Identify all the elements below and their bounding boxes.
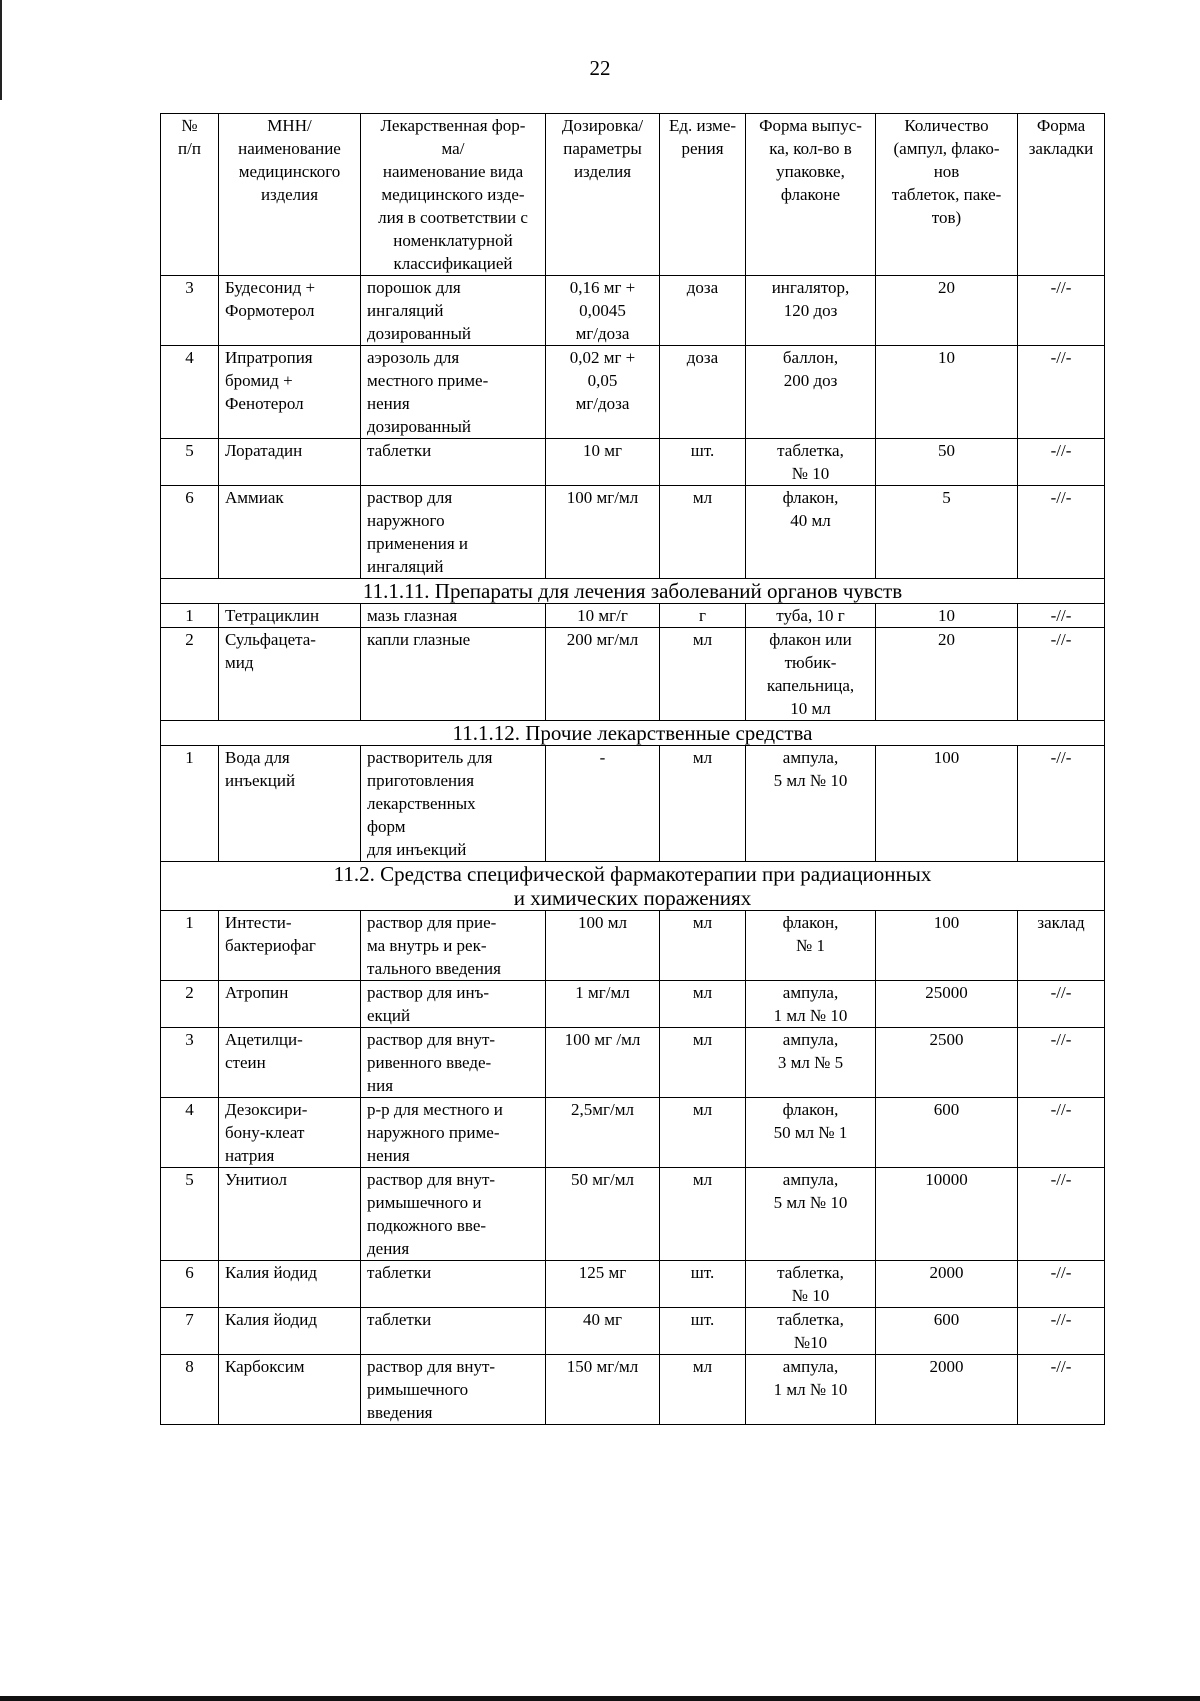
- package-form-line: 40 мл: [790, 511, 831, 530]
- row-number: 4: [161, 1098, 219, 1168]
- table-row: [161, 628, 1105, 721]
- drug-name: [219, 1098, 361, 1168]
- header-unit: [660, 114, 746, 276]
- unit: доза: [660, 346, 746, 439]
- quantity: 10: [876, 604, 1018, 628]
- dosage-form-line: ингаляций: [367, 301, 444, 320]
- header-quantity-line: Количество: [904, 116, 989, 135]
- row-number: 4: [161, 346, 219, 439]
- dosage: [546, 276, 660, 346]
- table-body: [161, 276, 1105, 1425]
- tab-form: -//-: [1018, 1355, 1105, 1425]
- dosage-form-line: раствор для прие-: [367, 913, 497, 932]
- header-tab-form-line: Форма: [1036, 116, 1086, 135]
- dosage-form: [361, 1355, 546, 1425]
- quantity: 20: [876, 276, 1018, 346]
- dosage-line: -: [599, 748, 606, 767]
- dosage-form: [361, 1028, 546, 1098]
- row-number: 2: [161, 628, 219, 721]
- header-pack-line: флаконе: [780, 185, 841, 204]
- package-form-line: ампула,: [782, 983, 839, 1002]
- unit: мл: [660, 628, 746, 721]
- scan-edge-bottom: [0, 1696, 1200, 1701]
- unit: доза: [660, 276, 746, 346]
- header-form-line: медицинского изде-: [381, 185, 525, 204]
- dosage-form-line: введения: [367, 1403, 433, 1422]
- dosage-form-line: дозированный: [367, 324, 472, 343]
- dosage-form: [361, 746, 546, 862]
- table-header-row: [161, 114, 1105, 276]
- table-row: [161, 1098, 1105, 1168]
- header-quantity-line: (ампул, флако-: [893, 139, 1000, 158]
- row-number: 1: [161, 746, 219, 862]
- drug-name-line: бактериофаг: [225, 936, 316, 955]
- package-form-line: 5 мл № 10: [773, 771, 848, 790]
- section-title: 11.1.12. Прочие лекарственные средства: [161, 721, 1105, 746]
- dosage-form-line: екций: [367, 1006, 411, 1025]
- drug-name-line: Лоратадин: [225, 441, 303, 460]
- package-form: [746, 439, 876, 486]
- drug-name-line: Калия йодид: [225, 1263, 317, 1282]
- quantity: 100: [876, 746, 1018, 862]
- dosage-form: [361, 346, 546, 439]
- row-number: 3: [161, 1028, 219, 1098]
- unit: мл: [660, 1098, 746, 1168]
- package-form-line: 50 мл № 1: [773, 1123, 848, 1142]
- row-number: 7: [161, 1308, 219, 1355]
- dosage: [546, 346, 660, 439]
- header-form-line: лия в соответствии с: [378, 208, 528, 227]
- unit: мл: [660, 746, 746, 862]
- drug-name-line: Будесонид +: [225, 278, 316, 297]
- header-quantity-line: тов): [931, 208, 962, 227]
- quantity: 2500: [876, 1028, 1018, 1098]
- row-number: 3: [161, 276, 219, 346]
- table-row: [161, 486, 1105, 579]
- package-form-line: капельница,: [766, 676, 855, 695]
- dosage-line: 50 мг/мл: [571, 1170, 634, 1189]
- dosage-line: 150 мг/мл: [566, 1357, 639, 1376]
- dosage-form: [361, 1261, 546, 1308]
- drug-name: [219, 911, 361, 981]
- header-dose-line: изделия: [573, 162, 632, 181]
- drug-name: [219, 486, 361, 579]
- dosage-line: 100 мг /мл: [564, 1030, 641, 1049]
- package-form: [746, 1168, 876, 1261]
- header-pack-line: Форма выпус-: [759, 116, 862, 135]
- dosage-form: [361, 1098, 546, 1168]
- tab-form: заклад: [1018, 911, 1105, 981]
- dosage-line: мг/доза: [575, 324, 630, 343]
- dosage: [546, 1028, 660, 1098]
- row-number: 6: [161, 1261, 219, 1308]
- quantity: 5: [876, 486, 1018, 579]
- unit: мл: [660, 486, 746, 579]
- table-row: [161, 1168, 1105, 1261]
- section-row: [161, 862, 1105, 911]
- dosage-form-line: порошок для: [367, 278, 461, 297]
- dosage-form-line: нения: [367, 1146, 410, 1165]
- drug-name-line: бону-клеат: [225, 1123, 305, 1142]
- dosage-form-line: капли глазные: [367, 630, 471, 649]
- dosage-form: [361, 276, 546, 346]
- package-form-line: тюбик-: [784, 653, 837, 672]
- dosage-line: 10 мг/г: [577, 606, 628, 625]
- drug-name-line: Калия йодид: [225, 1310, 317, 1329]
- header-dose-line: параметры: [563, 139, 642, 158]
- dosage-line: 0,0045: [579, 301, 626, 320]
- drug-name-line: натрия: [225, 1146, 275, 1165]
- unit: мл: [660, 1028, 746, 1098]
- quantity: 2000: [876, 1355, 1018, 1425]
- drug-name-line: стеин: [225, 1053, 266, 1072]
- dosage-form-line: ния: [367, 1076, 394, 1095]
- dosage-line: 125 мг: [578, 1263, 627, 1282]
- drug-name: [219, 1028, 361, 1098]
- header-form-line: наименование вида: [382, 162, 524, 181]
- package-form: [746, 911, 876, 981]
- dosage: [546, 911, 660, 981]
- package-form-line: флакон,: [782, 913, 839, 932]
- package-form-line: 1 мл № 10: [773, 1380, 848, 1399]
- drug-name: [219, 1261, 361, 1308]
- dosage-form: [361, 1168, 546, 1261]
- drug-name-line: мид: [225, 653, 254, 672]
- page-number: 22: [589, 56, 611, 80]
- dosage-form-line: мазь глазная: [367, 606, 458, 625]
- drug-name-line: Вода для: [225, 748, 290, 767]
- quantity: 100: [876, 911, 1018, 981]
- package-form-line: туба, 10 г: [776, 606, 845, 625]
- dosage: [546, 746, 660, 862]
- header-dose: [546, 114, 660, 276]
- table-row: [161, 1028, 1105, 1098]
- dosage-form-line: раствор для инъ-: [367, 983, 490, 1002]
- dosage-form-line: дения: [367, 1239, 410, 1258]
- dosage-form: [361, 628, 546, 721]
- dosage-form-line: растворитель для: [367, 748, 493, 767]
- dosage-line: 0,05: [587, 371, 618, 390]
- dosage-line: 100 мл: [578, 913, 627, 932]
- package-form-line: ампула,: [782, 1170, 839, 1189]
- dosage-form-line: применения и: [367, 534, 469, 553]
- dosage-form-line: наружного: [367, 511, 445, 530]
- drug-name-line: Карбоксим: [225, 1357, 305, 1376]
- dosage-form: [361, 1308, 546, 1355]
- drug-name: [219, 1168, 361, 1261]
- package-form: [746, 1028, 876, 1098]
- drug-name-line: Интести-: [225, 913, 292, 932]
- package-form-line: флакон,: [782, 1100, 839, 1119]
- drug-name-line: Сульфацета-: [225, 630, 316, 649]
- dosage-form-line: раствор для внут-: [367, 1357, 496, 1376]
- drug-name-line: Аммиак: [225, 488, 284, 507]
- package-form-line: № 1: [796, 936, 825, 955]
- quantity: 600: [876, 1308, 1018, 1355]
- dosage-form-line: приготовления: [367, 771, 475, 790]
- package-form-line: 200 доз: [783, 371, 838, 390]
- row-number: 5: [161, 439, 219, 486]
- header-pack: [746, 114, 876, 276]
- quantity: 50: [876, 439, 1018, 486]
- tab-form: -//-: [1018, 746, 1105, 862]
- header-form-line: классификацией: [393, 254, 513, 273]
- package-form-line: 10 мл: [790, 699, 831, 718]
- drug-name: [219, 276, 361, 346]
- package-form-line: ампула,: [782, 1357, 839, 1376]
- section-title: 11.1.11. Препараты для лечения заболеваний органов чувств: [161, 579, 1105, 604]
- package-form-line: флакон,: [782, 488, 839, 507]
- quantity: 2000: [876, 1261, 1018, 1308]
- table-row: [161, 1308, 1105, 1355]
- dosage-form-line: таблетки: [367, 1263, 432, 1282]
- header-pack-line: ка, кол-во в: [769, 139, 852, 158]
- unit: шт.: [660, 1261, 746, 1308]
- header-quantity-line: нов: [933, 162, 960, 181]
- package-form: [746, 981, 876, 1028]
- unit: мл: [660, 1355, 746, 1425]
- package-form: [746, 486, 876, 579]
- package-form-line: баллон,: [782, 348, 839, 367]
- tab-form: -//-: [1018, 981, 1105, 1028]
- header-dose-line: Дозировка/: [561, 116, 644, 135]
- dosage-form-line: раствор для внут-: [367, 1170, 496, 1189]
- tab-form: -//-: [1018, 439, 1105, 486]
- table-row: [161, 439, 1105, 486]
- drug-name-line: Фенотерол: [225, 394, 304, 413]
- unit: мл: [660, 1168, 746, 1261]
- dosage-line: 0,16 мг +: [569, 278, 636, 297]
- package-form: [746, 604, 876, 628]
- drug-name-line: бромид +: [225, 371, 293, 390]
- package-form-line: №10: [793, 1333, 828, 1352]
- dosage-form-line: римышечного и: [367, 1193, 482, 1212]
- dosage-form-line: форм: [367, 817, 406, 836]
- dosage-form-line: ривенного введе-: [367, 1053, 492, 1072]
- drug-name-line: Ацетилци-: [225, 1030, 303, 1049]
- quantity: 600: [876, 1098, 1018, 1168]
- quantity: 10000: [876, 1168, 1018, 1261]
- header-unit-line: рения: [681, 139, 724, 158]
- dosage-line: 2,5мг/мл: [571, 1100, 634, 1119]
- header-name-line: МНН/: [267, 116, 312, 135]
- header-name: [219, 114, 361, 276]
- drug-name: [219, 981, 361, 1028]
- package-form-line: таблетка,: [777, 441, 844, 460]
- package-form: [746, 1308, 876, 1355]
- package-form: [746, 1098, 876, 1168]
- drug-name-line: Унитиол: [225, 1170, 288, 1189]
- dosage: [546, 486, 660, 579]
- dosage-line: 1 мг/мл: [575, 983, 630, 1002]
- dosage-form: [361, 486, 546, 579]
- row-number: 6: [161, 486, 219, 579]
- header-form-line: Лекарственная фор-: [380, 116, 526, 135]
- table-row: [161, 604, 1105, 628]
- section-title-line: 11.2. Средства специфической фармакотерапии при радиационных: [333, 862, 932, 886]
- header-pack-line: упаковке,: [776, 162, 845, 181]
- dosage-form-line: раствор для внут-: [367, 1030, 496, 1049]
- dosage-form-line: тального введения: [367, 959, 501, 978]
- drug-name: [219, 1355, 361, 1425]
- dosage: [546, 1355, 660, 1425]
- dosage: [546, 1308, 660, 1355]
- dosage-line: 10 мг: [583, 441, 622, 460]
- dosage-form-line: аэрозоль для: [367, 348, 460, 367]
- section-row: [161, 721, 1105, 746]
- dosage-form-line: р-р для местного и: [367, 1100, 503, 1119]
- header-number: [161, 114, 219, 276]
- tab-form: -//-: [1018, 604, 1105, 628]
- dosage-form-line: дозированный: [367, 417, 472, 436]
- dosage-form-line: наружного приме-: [367, 1123, 500, 1142]
- package-form-line: ампула,: [782, 1030, 839, 1049]
- unit: мл: [660, 981, 746, 1028]
- header-number-line: п/п: [178, 139, 201, 158]
- package-form-line: флакон или: [769, 630, 852, 649]
- dosage: [546, 628, 660, 721]
- header-name-line: изделия: [260, 185, 319, 204]
- tab-form: -//-: [1018, 1261, 1105, 1308]
- dosage-line: 40 мг: [583, 1310, 622, 1329]
- section-title-line: и химических поражениях: [513, 886, 752, 910]
- drug-name: [219, 1308, 361, 1355]
- dosage-line: 200 мг/мл: [566, 630, 639, 649]
- dosage-form-line: ингаляций: [367, 557, 444, 576]
- drug-name-line: Формотерол: [225, 301, 315, 320]
- row-number: 1: [161, 604, 219, 628]
- tab-form: -//-: [1018, 1098, 1105, 1168]
- dosage-form-line: таблетки: [367, 1310, 432, 1329]
- unit: шт.: [660, 1308, 746, 1355]
- tab-form: -//-: [1018, 1028, 1105, 1098]
- dosage: [546, 439, 660, 486]
- quantity: 20: [876, 628, 1018, 721]
- table-row: [161, 746, 1105, 862]
- dosage-form-line: местного приме-: [367, 371, 489, 390]
- header-tab-form: [1018, 114, 1105, 276]
- quantity: 25000: [876, 981, 1018, 1028]
- table-row: [161, 346, 1105, 439]
- dosage-line: 0,02 мг +: [569, 348, 636, 367]
- header-tab-form-line: закладки: [1028, 139, 1094, 158]
- package-form-line: таблетка,: [777, 1263, 844, 1282]
- section-title: [161, 862, 1105, 911]
- dosage-form-line: раствор для: [367, 488, 453, 507]
- tab-form: -//-: [1018, 346, 1105, 439]
- header-number-line: №: [181, 116, 198, 135]
- drug-name-line: инъекций: [225, 771, 296, 790]
- header-form-line: ма/: [441, 139, 465, 158]
- header-quantity-line: таблеток, паке-: [891, 185, 1002, 204]
- package-form: [746, 1355, 876, 1425]
- drug-name: [219, 346, 361, 439]
- unit: мл: [660, 911, 746, 981]
- header-form: [361, 114, 546, 276]
- drug-name: [219, 604, 361, 628]
- dosage-line: 100 мг/мл: [566, 488, 639, 507]
- header-unit-line: Ед. изме-: [668, 116, 737, 135]
- package-form-line: 5 мл № 10: [773, 1193, 848, 1212]
- drug-name-line: Атропин: [225, 983, 289, 1002]
- scan-edge-left: [0, 0, 2, 100]
- dosage: [546, 981, 660, 1028]
- package-form-line: № 10: [791, 1286, 830, 1305]
- row-number: 2: [161, 981, 219, 1028]
- tab-form: -//-: [1018, 1168, 1105, 1261]
- dosage-form-line: нения: [367, 394, 410, 413]
- dosage-form-line: лекарственных: [367, 794, 476, 813]
- table-row: [161, 1261, 1105, 1308]
- package-form-line: 120 доз: [783, 301, 838, 320]
- drug-name: [219, 746, 361, 862]
- table-row: [161, 981, 1105, 1028]
- tab-form: -//-: [1018, 486, 1105, 579]
- header-form-line: номенклатурной: [393, 231, 513, 250]
- drug-name-line: Дезоксири-: [225, 1100, 308, 1119]
- medication-table: [160, 113, 1105, 1425]
- package-form-line: 1 мл № 10: [773, 1006, 848, 1025]
- package-form-line: таблетка,: [777, 1310, 844, 1329]
- dosage-form: [361, 604, 546, 628]
- header-quantity: [876, 114, 1018, 276]
- unit: шт.: [660, 439, 746, 486]
- package-form-line: № 10: [791, 464, 830, 483]
- drug-name: [219, 439, 361, 486]
- table-row: [161, 276, 1105, 346]
- row-number: 5: [161, 1168, 219, 1261]
- package-form-line: ампула,: [782, 748, 839, 767]
- table-row: [161, 1355, 1105, 1425]
- package-form: [746, 346, 876, 439]
- drug-name: [219, 628, 361, 721]
- tab-form: -//-: [1018, 276, 1105, 346]
- drug-name-line: Ипратропия: [225, 348, 313, 367]
- package-form-line: 3 мл № 5: [777, 1053, 844, 1072]
- dosage: [546, 604, 660, 628]
- package-form: [746, 1261, 876, 1308]
- dosage-form-line: подкожного вве-: [367, 1216, 487, 1235]
- dosage-form: [361, 439, 546, 486]
- unit: г: [660, 604, 746, 628]
- row-number: 8: [161, 1355, 219, 1425]
- tab-form: -//-: [1018, 1308, 1105, 1355]
- header-name-line: наименование: [238, 139, 341, 158]
- package-form: [746, 628, 876, 721]
- dosage-form-line: для инъекций: [367, 840, 467, 859]
- dosage-form-line: таблетки: [367, 441, 432, 460]
- table-row: [161, 911, 1105, 981]
- package-form: [746, 746, 876, 862]
- package-form-line: ингалятор,: [771, 278, 850, 297]
- quantity: 10: [876, 346, 1018, 439]
- dosage-line: мг/доза: [575, 394, 630, 413]
- dosage: [546, 1168, 660, 1261]
- dosage-form: [361, 981, 546, 1028]
- dosage-form-line: римышечного: [367, 1380, 469, 1399]
- dosage-form: [361, 911, 546, 981]
- dosage: [546, 1098, 660, 1168]
- section-row: [161, 579, 1105, 604]
- tab-form: -//-: [1018, 628, 1105, 721]
- row-number: 1: [161, 911, 219, 981]
- header-name-line: медицинского: [238, 162, 341, 181]
- drug-name-line: Тетрациклин: [225, 606, 320, 625]
- dosage: [546, 1261, 660, 1308]
- dosage-form-line: ма внутрь и рек-: [367, 936, 487, 955]
- package-form: [746, 276, 876, 346]
